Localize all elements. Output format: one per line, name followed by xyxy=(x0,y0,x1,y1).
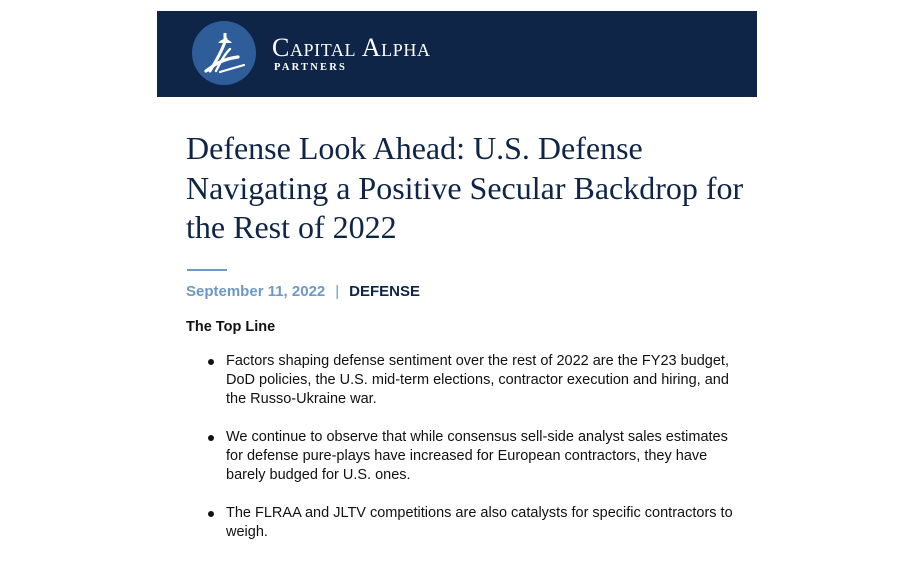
bullet-list xyxy=(205,352,735,561)
bullet-item xyxy=(205,504,735,542)
bullet-item xyxy=(205,428,735,485)
brand-subtitle: PARTNERS xyxy=(274,62,348,73)
section-heading: The Top Line xyxy=(186,319,276,335)
brand-name: Capital Alpha xyxy=(272,33,431,62)
bullet-dot-icon xyxy=(208,511,214,517)
meta-separator: | xyxy=(335,283,340,300)
bullet-text: Factors shaping defense sentiment over the rest of 2022 are the FY23 budget, DoD policies, the U.S. mid-term elections, contractor execution and hiring, and the Russo-Ukraine war. xyxy=(226,353,729,407)
publish-date: September 11, 2022 xyxy=(186,283,326,300)
header-banner xyxy=(157,11,757,97)
article-meta xyxy=(186,283,420,301)
bullet-text: We continue to observe that while consensus sell-side analyst sales estimates for defense pure-plays have increased for European contractors, they have barely budged for U.S. ones. xyxy=(226,429,728,483)
page-title: Defense Look Ahead: U.S. Defense Navigating a Positive Secular Backdrop for the Rest of 2022 xyxy=(186,130,744,245)
capitol-dome-logo-icon xyxy=(192,21,256,85)
bullet-item xyxy=(205,352,735,409)
title-divider xyxy=(187,269,227,271)
bullet-text: The FLRAA and JLTV competitions are also catalysts for specific contractors to weigh. xyxy=(226,505,733,540)
bullet-dot-icon xyxy=(208,435,214,441)
category-label: DEFENSE xyxy=(349,283,421,300)
bullet-dot-icon xyxy=(208,359,214,365)
